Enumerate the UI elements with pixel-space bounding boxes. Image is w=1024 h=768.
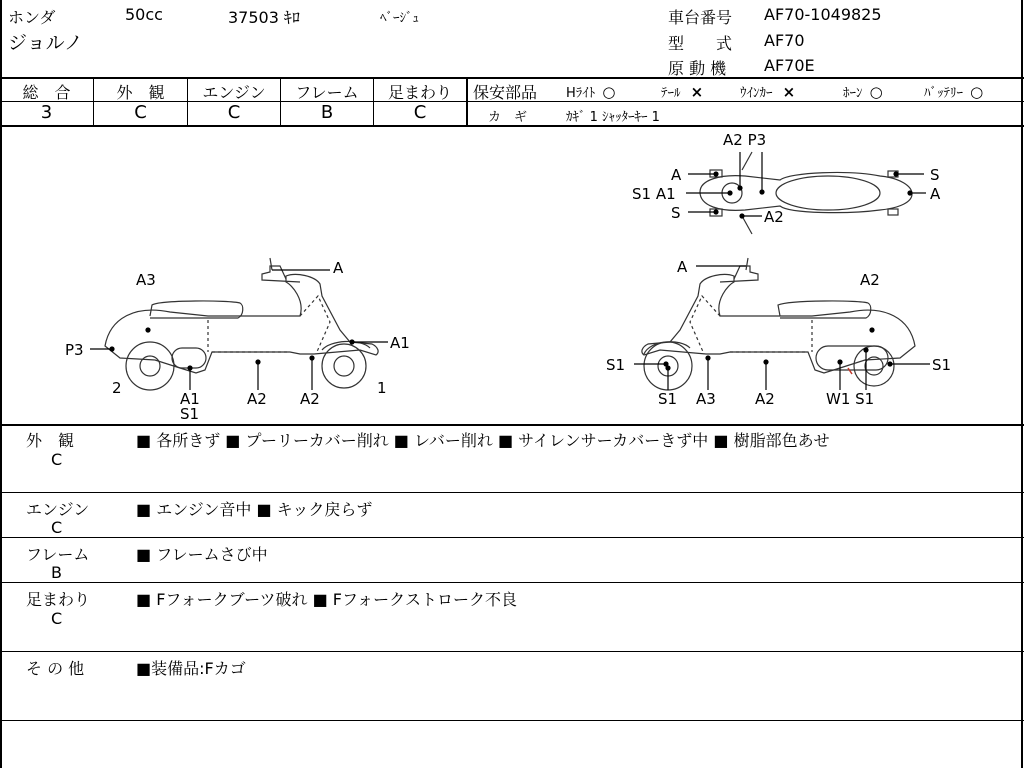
grade-frame: B	[320, 102, 334, 123]
remark-label-frame: フレーム	[26, 545, 90, 564]
remark-grade-suspension: C	[51, 609, 63, 628]
frame-no-label: 車台番号	[668, 8, 733, 27]
safety-winker	[740, 82, 795, 101]
diagram-label: S1	[658, 390, 678, 408]
safety-item-mark: ○	[602, 83, 616, 101]
diagram-label: A3	[136, 271, 156, 289]
safety-mid-line	[467, 101, 1024, 102]
diagram-label: A1	[390, 334, 410, 352]
grade-overall: 3	[40, 102, 53, 123]
diagram-label: A2	[860, 271, 880, 289]
diagram-label: W1 S1	[826, 390, 875, 408]
engine-label: 原 動 機	[668, 59, 727, 78]
diagram-label: A2	[247, 390, 267, 408]
remark-grade-frame: B	[51, 563, 62, 582]
grade-header-engine: エンジン	[202, 83, 266, 102]
diagram-label: S	[671, 204, 681, 222]
diagram-label: A2	[300, 390, 320, 408]
type-value: AF70	[764, 31, 805, 50]
diagram-label: S1	[932, 356, 952, 374]
grade-engine: C	[227, 102, 241, 123]
engine-value: AF70E	[764, 56, 815, 75]
remarks-top-line	[0, 424, 1024, 426]
remarks-line-5	[0, 720, 1024, 721]
diagram-label: A2	[755, 390, 775, 408]
diagram-label: A	[671, 166, 682, 184]
safety-label: 保安部品	[473, 83, 538, 102]
diagram-label: A	[930, 185, 941, 203]
type-label: 型 式	[668, 34, 733, 53]
grade-exterior: C	[134, 102, 147, 123]
diagram-label: S1	[180, 405, 200, 423]
grade-header-overall: 総 合	[22, 83, 71, 102]
safety-item-mark: ×	[690, 83, 704, 101]
remark-label-exterior: 外 観	[26, 431, 75, 450]
diagram-label: A	[677, 258, 688, 276]
remark-grade-engine: C	[51, 518, 63, 537]
diagram-label: 2	[112, 379, 122, 397]
safety-item-name: ﾃｰﾙ	[661, 86, 681, 101]
mileage: 37503 ｷﾛ	[228, 8, 300, 27]
grade-header-suspension: 足まわり	[387, 83, 452, 102]
safety-tail	[661, 82, 703, 101]
displacement: 50cc	[125, 5, 163, 24]
remark-label-engine: エンジン	[26, 500, 90, 519]
remark-text-suspension: ■ Fフォークブーツ破れ ■ Fフォークストローク不良	[136, 590, 518, 609]
diagram-label: S1	[606, 356, 626, 374]
model-name: ジョルノ	[8, 32, 83, 54]
diagram-label: A3	[696, 390, 716, 408]
remark-text-other: ■装備品:Fカゴ	[136, 659, 246, 678]
grade-header-exterior: 外 観	[116, 83, 165, 102]
frame-no: AF70-1049825	[764, 5, 882, 24]
remark-text-engine: ■ エンジン音中 ■ キック戻らず	[136, 500, 373, 519]
diagram-label: P3	[65, 341, 84, 359]
safety-item-name: ﾎｰﾝ	[843, 86, 863, 101]
diagram-label: A2 P3	[723, 131, 767, 149]
diagram-label: A2	[764, 208, 784, 226]
diagram-label: S1 A1	[632, 185, 676, 203]
key-label: カ ギ	[488, 110, 528, 125]
remark-text-exterior: ■ 各所きず ■ プーリーカバー削れ ■ レバー削れ ■ サイレンサーカバーきず中 ■ 樹脂部色あせ	[136, 431, 830, 450]
diagram-label: A1	[180, 390, 200, 408]
safety-battery	[924, 82, 983, 101]
remarks-line-2	[0, 537, 1024, 538]
remarks-line-3	[0, 582, 1024, 583]
remark-label-other: そ の 他	[26, 659, 85, 678]
grade-divider-5	[466, 78, 468, 125]
frame-right	[1021, 0, 1023, 768]
safety-headlight	[566, 82, 616, 101]
safety-item-mark: ○	[869, 83, 883, 101]
maker: ホンダ	[8, 8, 56, 27]
diagram-label: S	[930, 166, 940, 184]
grade-suspension: C	[413, 102, 427, 123]
safety-item-name: Hﾗｲﾄ	[566, 86, 596, 101]
safety-horn	[843, 82, 883, 101]
color: ﾍﾞｰｼﾞｭ	[380, 11, 419, 26]
remark-label-suspension: 足まわり	[26, 590, 91, 609]
remark-grade-exterior: C	[51, 450, 63, 469]
safety-item-mark: ○	[970, 83, 984, 101]
diagram-label: A	[333, 259, 344, 277]
diagram-label: 1	[377, 379, 387, 397]
safety-item-mark: ×	[782, 83, 796, 101]
grade-top-line	[0, 77, 1024, 79]
remarks-line-1	[0, 492, 1024, 493]
safety-item-name: ｳｲﾝｶｰ	[740, 86, 773, 101]
remark-text-frame: ■ フレームさび中	[136, 545, 268, 564]
remarks-line-4	[0, 651, 1024, 652]
safety-item-name: ﾊﾞｯﾃﾘｰ	[924, 86, 963, 101]
grade-header-frame: フレーム	[295, 83, 359, 102]
key-value: ｶｷﾞ 1 ｼｬｯﾀｰｷｰ 1	[566, 110, 660, 125]
